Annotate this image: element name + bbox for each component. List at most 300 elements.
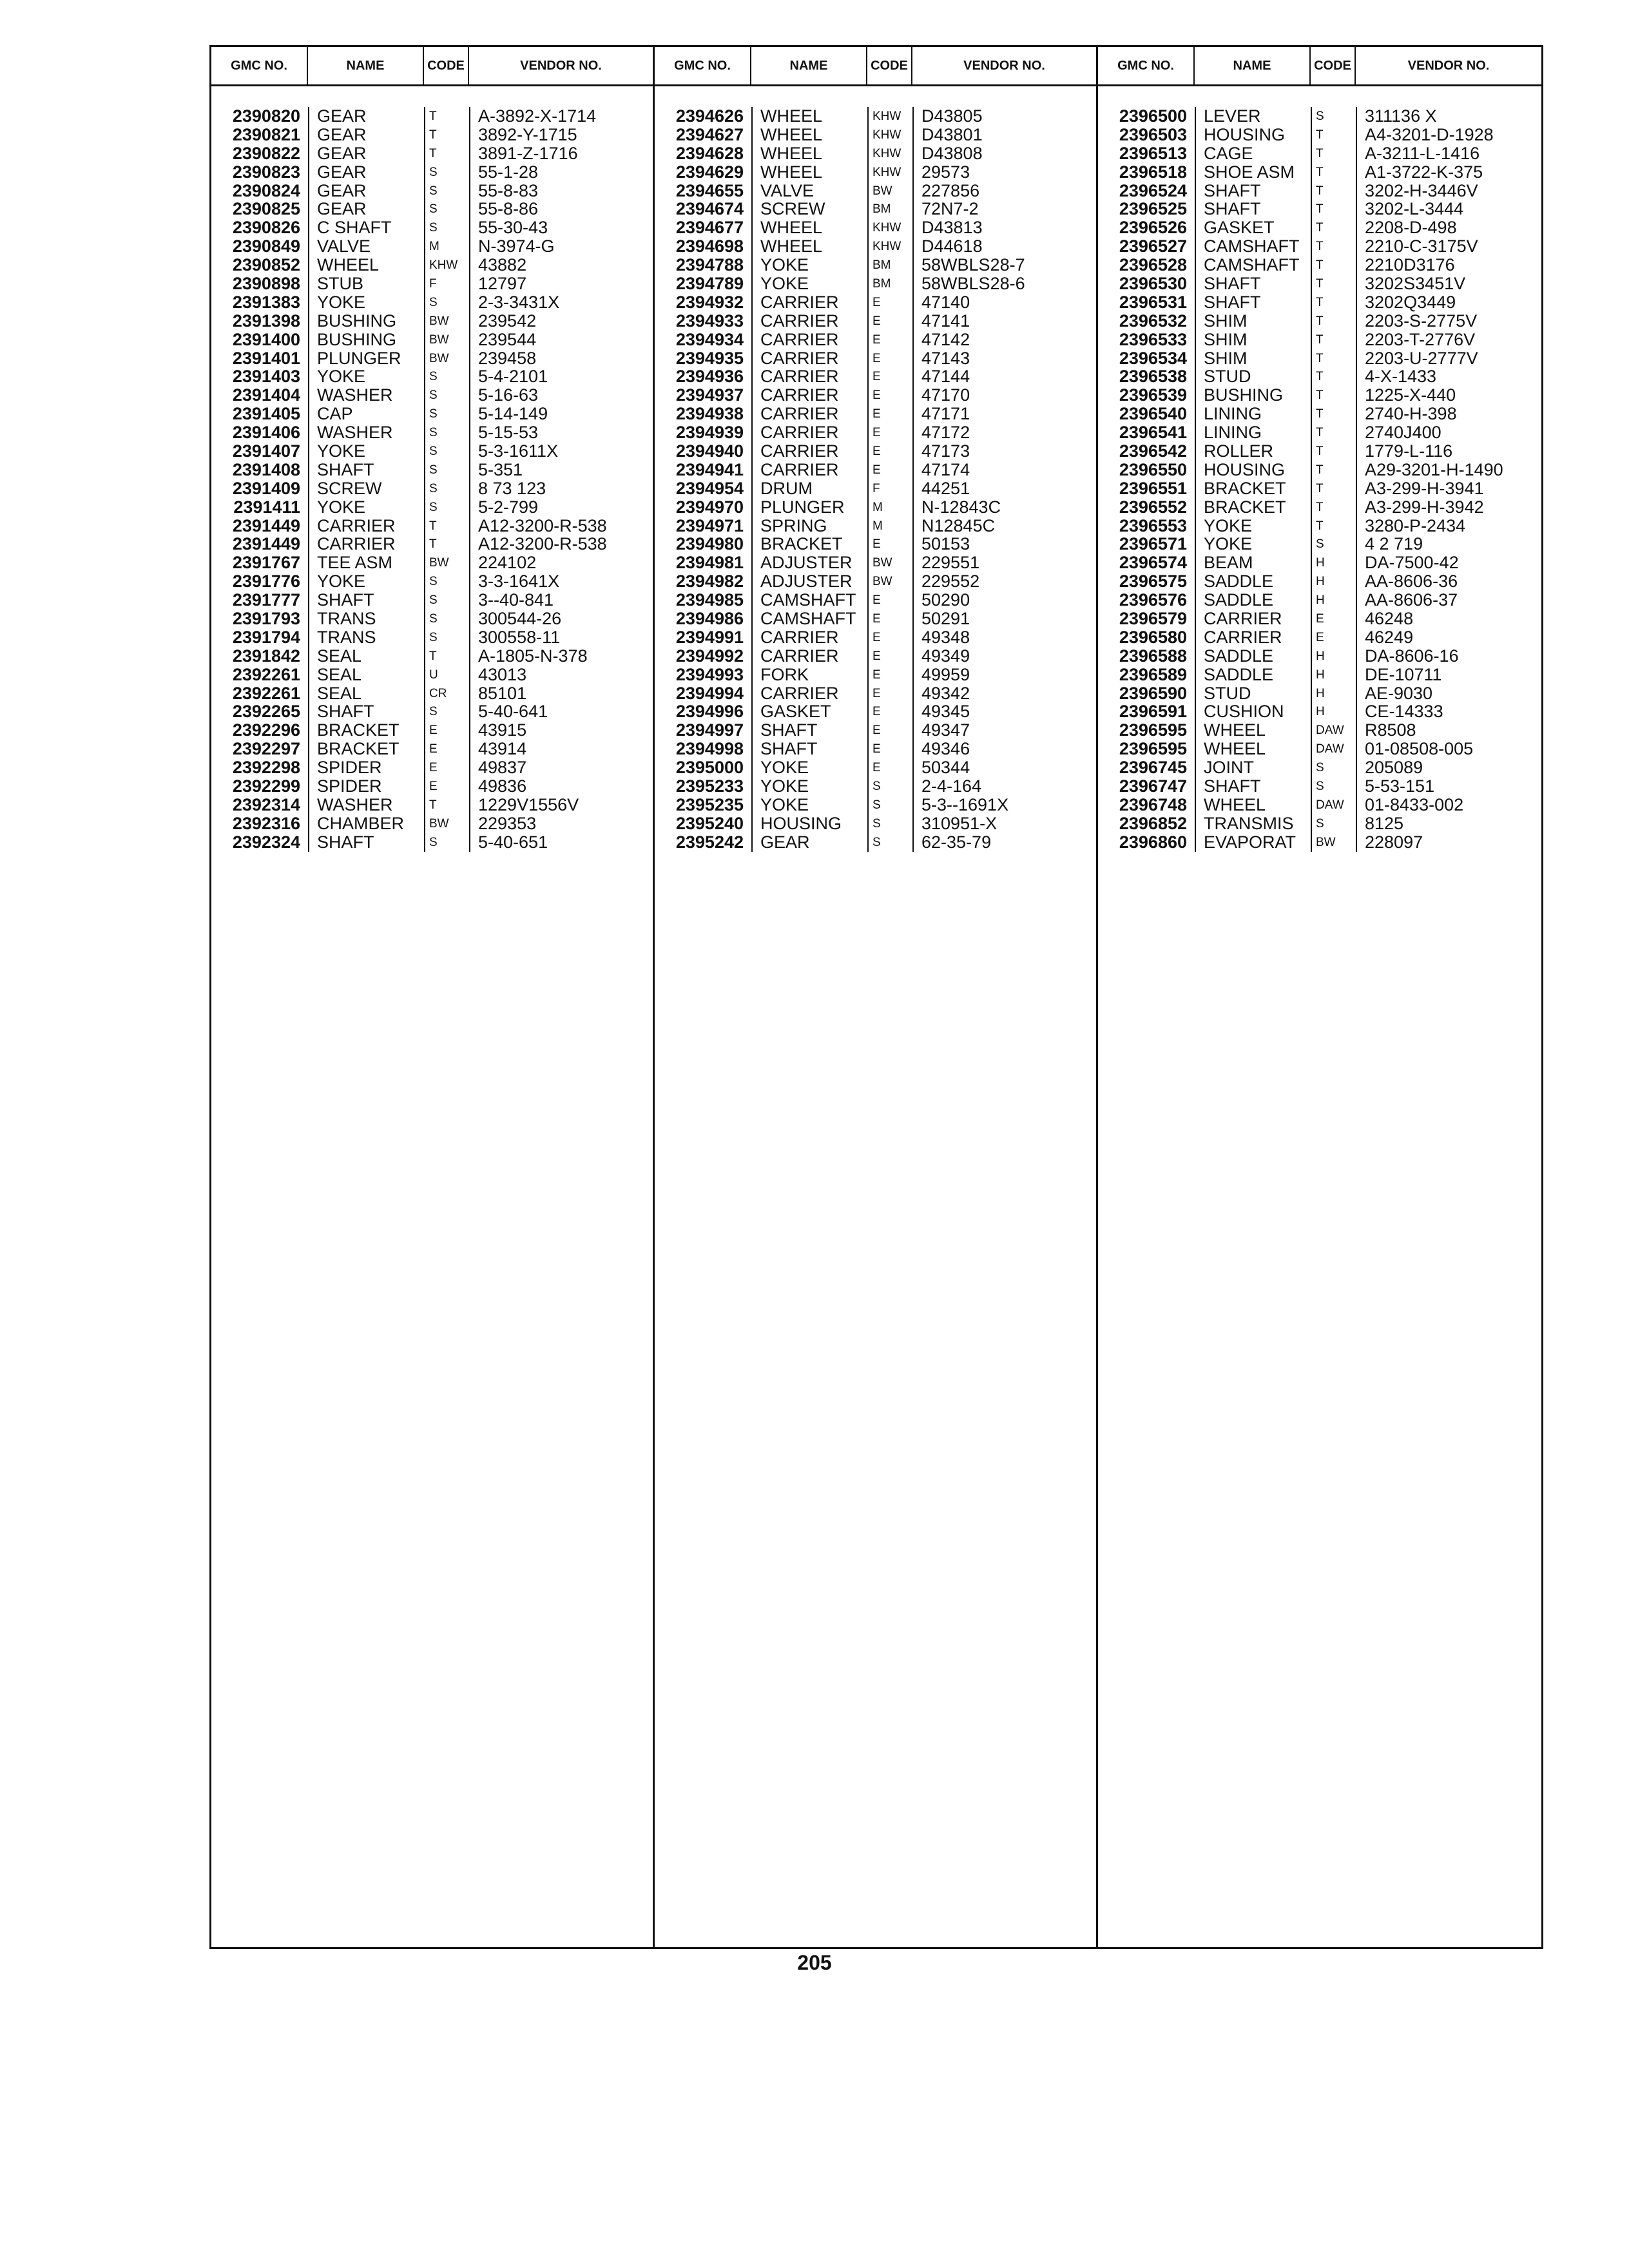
table-row [655,256,1096,274]
vendor-code: E [867,535,912,553]
part-name: CAMSHAFT [1195,237,1311,256]
vendor-code: E [1311,610,1356,628]
part-name: SHAFT [308,591,424,610]
vendor-number: 5-3-1611X [469,442,653,461]
table-row [655,498,1096,517]
vendor-number: 239542 [469,312,653,331]
table-row [211,293,653,312]
vendor-number: 239458 [469,349,653,368]
table-row [655,349,1096,368]
table-row [211,796,653,814]
part-name: TRANSMIS [1195,814,1311,833]
table-row [211,237,653,256]
part-name: GEAR [308,126,424,144]
vendor-code: KHW [867,107,912,126]
vendor-number: 8 73 123 [469,479,653,498]
table-row [1098,331,1541,349]
header-code: CODE [424,47,469,84]
vendor-number: 47140 [912,293,1096,312]
part-name: HOUSING [1195,461,1311,479]
part-name: CARRIER [751,386,867,405]
gmc-number: 2394993 [675,665,744,684]
table-row [655,274,1096,293]
vendor-code: T [1311,274,1356,293]
vendor-number: 58WBLS28-6 [912,274,1096,293]
part-name: YOKE [308,498,424,517]
gmc-number: 2396540 [1119,405,1187,424]
vendor-number: 85101 [469,684,653,703]
gmc-number: 2394938 [675,405,744,424]
header-vendor-no: VENDOR NO. [963,58,1045,73]
gmc-number: 2395242 [675,832,744,852]
table-row [655,833,1096,852]
vendor-number: 49347 [912,721,1096,740]
table-row [211,591,653,610]
part-name: BUSHING [1195,386,1311,405]
vendor-number: 55-30-43 [469,218,653,237]
vendor-number: 3202Q3449 [1356,293,1541,312]
table-row [211,386,653,405]
vendor-number: D43805 [912,107,1096,126]
vendor-number: 3891-Z-1716 [469,144,653,163]
table-row [655,442,1096,461]
gmc-number: 2391842 [232,646,300,666]
vendor-number: 205089 [1356,758,1541,777]
vendor-code: S [1311,535,1356,553]
vendor-code: BW [424,553,469,572]
vendor-number: 5-53-151 [1356,777,1541,796]
table-row [655,758,1096,777]
gmc-number: 2396571 [1119,535,1187,554]
gmc-number: 2391408 [232,460,300,479]
vendor-code: S [867,833,912,852]
vendor-code: M [424,237,469,256]
vendor-code: S [1311,758,1356,777]
gmc-number: 2394970 [675,497,744,517]
vendor-number: A-3892-X-1714 [469,107,653,126]
vendor-number: 224102 [469,553,653,572]
vendor-number: 62-35-79 [912,833,1096,852]
gmc-number: 2395235 [675,795,744,814]
vendor-number: N-12843C [912,498,1096,517]
vendor-number: A12-3200-R-538 [469,535,653,553]
table-row [1098,796,1541,814]
gmc-number: 2390822 [232,144,300,163]
vendor-number: 5-3--1691X [912,796,1096,814]
gmc-number: 2394677 [675,218,744,238]
table-row [1098,144,1541,163]
vendor-code: H [1311,572,1356,591]
vendor-code: DAW [1311,721,1356,740]
vendor-number: 228097 [1356,833,1541,852]
part-name: BRACKET [308,740,424,758]
part-name: ADJUSTER [751,572,867,591]
gmc-number: 2396534 [1119,349,1187,368]
gmc-number: 2396580 [1119,628,1187,647]
part-name: SEAL [308,666,424,684]
vendor-number: 8125 [1356,814,1541,833]
gmc-number: 2391409 [232,479,300,498]
vendor-number: D43808 [912,144,1096,163]
vendor-code: E [867,312,912,331]
table-row [211,703,653,722]
part-name: TRANS [308,610,424,628]
table-row [655,386,1096,405]
vendor-number: 47144 [912,367,1096,386]
gmc-number: 2394985 [675,591,744,610]
vendor-number: AE-9030 [1356,684,1541,703]
vendor-code: E [867,647,912,666]
gmc-number: 2394991 [675,628,744,647]
part-name: WASHER [308,386,424,405]
vendor-code: T [1311,312,1356,331]
gmc-number: 2392296 [232,721,300,740]
vendor-code: E [867,405,912,423]
vendor-number: 3202S3451V [1356,274,1541,293]
vendor-code: BW [867,572,912,591]
vendor-code: KHW [867,144,912,163]
vendor-code: S [424,703,469,722]
vendor-code: T [424,126,469,144]
vendor-code: BW [424,331,469,349]
table-row [655,684,1096,703]
part-name: SHAFT [1195,274,1311,293]
part-name: PLUNGER [751,498,867,517]
vendor-code: E [424,777,469,796]
part-name: CARRIER [751,349,867,368]
vendor-number: 50153 [912,535,1096,553]
table-row [211,144,653,163]
vendor-number: 43882 [469,256,653,274]
gmc-number: 2394789 [675,274,744,293]
part-name: SHIM [1195,349,1311,368]
gmc-number: 2391449 [232,535,300,554]
gmc-number: 2396590 [1119,684,1187,703]
vendor-code: F [424,274,469,293]
table-row [211,200,653,218]
gmc-number: 2396551 [1119,479,1187,498]
vendor-number: 49959 [912,666,1096,684]
table-row [211,647,653,666]
vendor-number: 47143 [912,349,1096,368]
header-gmc-no: GMC NO. [1098,47,1195,84]
vendor-number: 4-X-1433 [1356,367,1541,386]
vendor-code: KHW [867,163,912,182]
vendor-code: S [1311,777,1356,796]
vendor-number: 3202-L-3444 [1356,200,1541,218]
table-header [655,47,1096,86]
part-name: STUB [308,274,424,293]
table-row [211,423,653,442]
part-name: SHAFT [308,461,424,479]
vendor-code: S [1311,107,1356,126]
table-row [1098,628,1541,647]
part-name: YOKE [751,256,867,274]
part-name: CAMSHAFT [751,591,867,610]
table-row [211,218,653,237]
vendor-code: T [1311,461,1356,479]
part-name: SHAFT [751,721,867,740]
vendor-number: A12-3200-R-538 [469,517,653,535]
gmc-number: 2392299 [232,777,300,796]
vendor-code: KHW [867,126,912,144]
part-name: SEAL [308,647,424,666]
header-vendor-no: VENDOR NO. [520,58,602,73]
gmc-number: 2394994 [675,684,744,703]
gmc-number: 2391449 [232,516,300,535]
gmc-number: 2396550 [1119,460,1187,479]
part-name: JOINT [1195,758,1311,777]
gmc-number: 2390849 [232,237,300,256]
vendor-code: E [867,703,912,722]
table-row [211,163,653,182]
part-name: CARRIER [751,628,867,647]
table-row [211,628,653,647]
table-row [1098,423,1541,442]
gmc-number: 2394982 [675,572,744,591]
vendor-number: DA-7500-42 [1356,553,1541,572]
vendor-code: S [424,423,469,442]
part-name: ADJUSTER [751,553,867,572]
part-name: WHEEL [751,237,867,256]
part-name: DRUM [751,479,867,498]
vendor-code: S [424,479,469,498]
gmc-number: 2394986 [675,610,744,628]
part-name: WHEEL [308,256,424,274]
vendor-number: 47141 [912,312,1096,331]
part-name: CUSHION [1195,703,1311,722]
part-name: YOKE [751,796,867,814]
part-name: WASHER [308,796,424,814]
vendor-number: 229353 [469,814,653,833]
gmc-number: 2392324 [232,832,300,852]
part-name: WHEEL [751,218,867,237]
table-row [1098,553,1541,572]
table-row [655,200,1096,218]
vendor-code: S [424,833,469,852]
vendor-number: D44618 [912,237,1096,256]
table-row [655,535,1096,553]
part-name: TRANS [308,628,424,647]
part-name: BRACKET [308,721,424,740]
gmc-number: 2394934 [675,330,744,349]
gmc-number: 2394971 [675,516,744,535]
gmc-number: 2391407 [232,442,300,461]
table-row [211,684,653,703]
table-row [655,517,1096,535]
part-name: WASHER [308,423,424,442]
table-row [1098,498,1541,517]
part-name: BRACKET [751,535,867,553]
gmc-number: 2396541 [1119,423,1187,443]
table-row [655,591,1096,610]
table-row [211,572,653,591]
gmc-number: 2390826 [232,218,300,238]
vendor-number: A3-299-H-3942 [1356,498,1541,517]
vendor-code: T [424,796,469,814]
vendor-number: 43915 [469,721,653,740]
vendor-number: 47174 [912,461,1096,479]
vendor-number: 5-16-63 [469,386,653,405]
part-name: CARRIER [751,423,867,442]
gmc-number: 2396528 [1119,256,1187,275]
table-row [655,553,1096,572]
table-row [1098,274,1541,293]
vendor-code: CR [424,684,469,703]
vendor-code: BW [1311,833,1356,852]
part-name: SEAL [308,684,424,703]
part-name: GEAR [308,182,424,200]
gmc-number: 2392316 [232,814,300,833]
vendor-number: 310951-X [912,814,1096,833]
part-name: STUD [1195,684,1311,703]
part-name: CARRIER [751,312,867,331]
vendor-code: M [867,498,912,517]
part-name: SHOE ASM [1195,163,1311,182]
gmc-number: 2396747 [1119,777,1187,796]
header-name: NAME [751,47,867,84]
gmc-number: 2392261 [232,665,300,684]
part-name: BEAM [1195,553,1311,572]
vendor-code: KHW [867,237,912,256]
vendor-code: S [424,628,469,647]
gmc-number: 2394980 [675,535,744,554]
part-name: CARRIER [751,442,867,461]
vendor-number: 5-40-641 [469,703,653,722]
vendor-number: 49345 [912,703,1096,722]
part-name: SHAFT [1195,293,1311,312]
table-row [211,666,653,684]
vendor-number: AA-8606-37 [1356,591,1541,610]
table-row [655,107,1096,126]
vendor-number: 47172 [912,423,1096,442]
table-row [211,256,653,274]
part-name: CARRIER [751,684,867,703]
table-row [655,293,1096,312]
gmc-number: 2391383 [232,293,300,312]
table-row [655,814,1096,833]
table-row [1098,312,1541,331]
gmc-number: 2396525 [1119,200,1187,219]
gmc-number: 2396530 [1119,274,1187,293]
vendor-number: 49837 [469,758,653,777]
part-name: YOKE [751,758,867,777]
vendor-code: S [424,498,469,517]
part-name: CARRIER [751,405,867,423]
table-row [1098,237,1541,256]
table-row [211,312,653,331]
vendor-number: 46248 [1356,610,1541,628]
table-row [211,517,653,535]
part-name: SADDLE [1195,666,1311,684]
table-row [211,814,653,833]
part-name: ROLLER [1195,442,1311,461]
vendor-code: KHW [867,218,912,237]
vendor-code: E [867,740,912,758]
gmc-number: 2396745 [1119,758,1187,778]
vendor-code: T [424,535,469,553]
vendor-code: BM [867,200,912,218]
header-name: NAME [308,47,424,84]
vendor-code: T [424,647,469,666]
vendor-number: 3202-H-3446V [1356,182,1541,200]
gmc-number: 2394674 [675,200,744,219]
part-name: YOKE [1195,535,1311,553]
vendor-number: 2-4-164 [912,777,1096,796]
vendor-code: F [867,479,912,498]
vendor-code: E [424,740,469,758]
gmc-number: 2390852 [232,256,300,275]
table-row [1098,293,1541,312]
vendor-code: T [1311,442,1356,461]
table-row [211,535,653,553]
table-row [655,367,1096,386]
table-row [211,777,653,796]
vendor-number: 2740J400 [1356,423,1541,442]
table-header [211,47,653,86]
vendor-number: 311136 X [1356,107,1541,126]
part-name: SADDLE [1195,591,1311,610]
vendor-number: 5-351 [469,461,653,479]
vendor-number: 5-2-799 [469,498,653,517]
table-column-2 [655,47,1098,1947]
gmc-number: 2392297 [232,740,300,759]
table-rows [211,86,653,852]
vendor-code: H [1311,684,1356,703]
vendor-code: U [424,666,469,684]
vendor-number: 2203-S-2775V [1356,312,1541,331]
gmc-number: 2395233 [675,777,744,796]
vendor-number: 2203-T-2776V [1356,331,1541,349]
table-row [655,126,1096,144]
part-name: CAGE [1195,144,1311,163]
vendor-number: 01-8433-002 [1356,796,1541,814]
vendor-number: N-3974-G [469,237,653,256]
vendor-code: T [1311,331,1356,349]
table-row [1098,703,1541,722]
part-name: CARRIER [751,367,867,386]
part-name: C SHAFT [308,218,424,237]
table-row [211,758,653,777]
gmc-number: 2395000 [675,758,744,778]
gmc-number: 2396595 [1119,721,1187,740]
table-row [1098,833,1541,852]
vendor-code: S [867,796,912,814]
part-name: TEE ASM [308,553,424,572]
table-row [211,740,653,758]
vendor-number: 43914 [469,740,653,758]
vendor-code: T [1311,182,1356,200]
vendor-number: CE-14333 [1356,703,1541,722]
table-row [1098,740,1541,758]
vendor-number: 2210-C-3175V [1356,237,1541,256]
vendor-number: D43801 [912,126,1096,144]
gmc-number: 2391398 [232,311,300,331]
table-row [211,405,653,423]
gmc-number: 2396524 [1119,181,1187,200]
vendor-number: 5-14-149 [469,405,653,423]
vendor-code: T [424,144,469,163]
part-name: EVAPORAT [1195,833,1311,852]
part-name: FORK [751,666,867,684]
page-number: 205 [797,1951,832,1974]
part-name: GEAR [308,200,424,218]
gmc-number: 2394981 [675,553,744,573]
table-row [655,703,1096,722]
vendor-number: A-1805-N-378 [469,647,653,666]
vendor-number: 43013 [469,666,653,684]
gmc-number: 2390898 [232,274,300,293]
